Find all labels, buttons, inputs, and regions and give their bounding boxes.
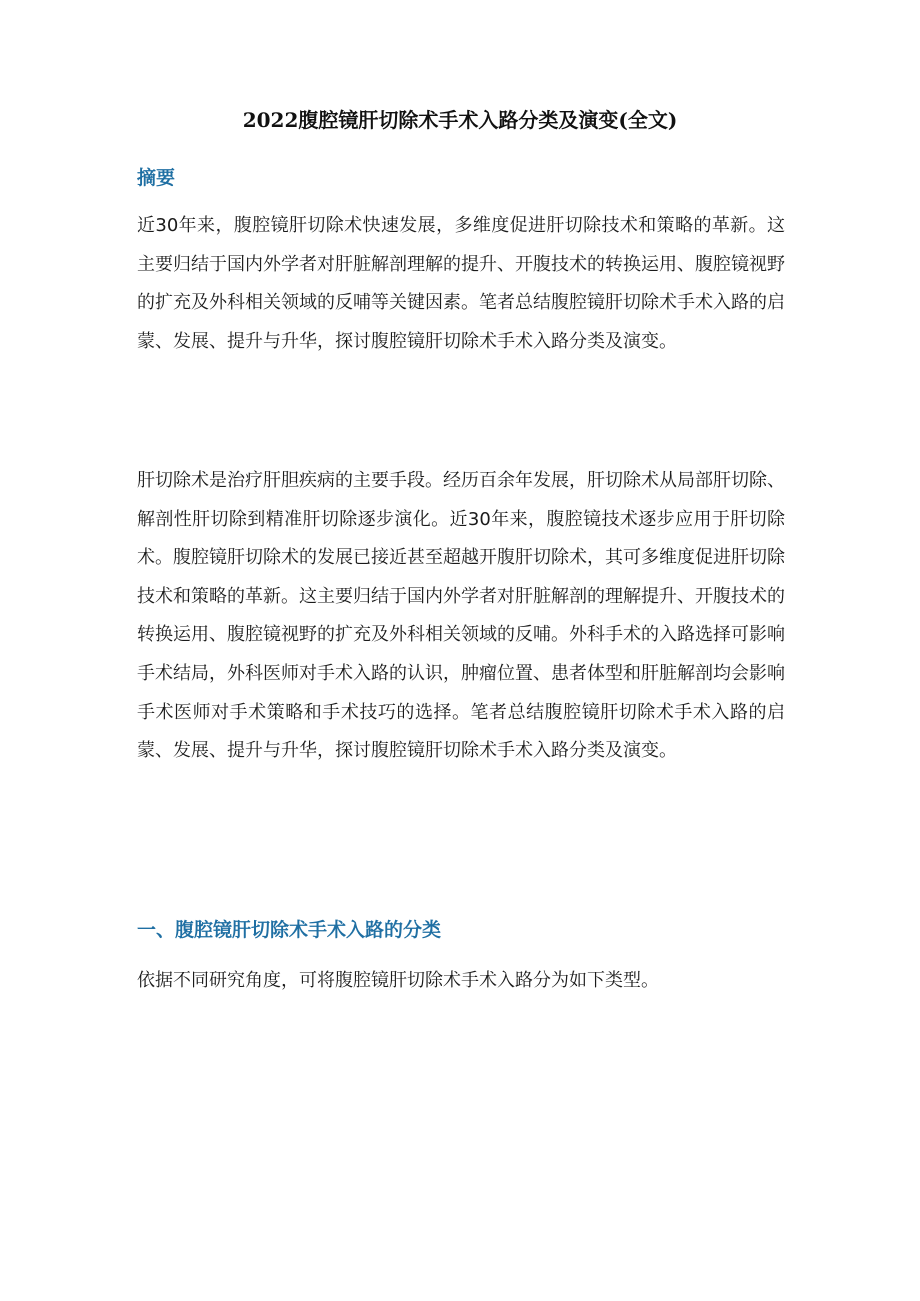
document-title: 2022腹腔镜肝切除术手术入路分类及演变(全文) xyxy=(242,108,678,132)
abstract-heading: 摘要 xyxy=(137,167,176,189)
abstract-paragraph: 近30年来，腹腔镜肝切除术快速发展，多维度促进肝切除技术和策略的革新。这主要归结于国内外学者对肝脏解剖理解的提升、开腹技术的转换运用、腹腔镜视野的扩充及外科相关领域的反哺等关键因素。笔者总结腹腔镜肝切除术手术入路的启蒙、发展、提升与升华，探讨腹腔镜肝切除术手术入路分类及演变。 xyxy=(137,215,785,352)
intro-paragraph: 肝切除术是治疗肝胆疾病的主要手段。经历百余年发展，肝切除术从局部肝切除、解剖性肝切除到精准肝切除逐步演化。近30年来，腹腔镜技术逐步应用于肝切除术。腹腔镜肝切除术的发展已接近甚至超越开腹肝切除术，其可多维度促进肝切除技术和策略的革新。这主要归结于国内外学者对肝脏解剖的理解提升、开腹技术的转换运用、腹腔镜视野的扩充及外科相关领域的反哺。外科手术的入路选择可影响手术结局，外科医师对手术入路的认识，肿瘤位置、患者体型和肝脏解剖均会影响手术医师对手术策略和手术技巧的选择。笔者总结腹腔镜肝切除术手术入路的启蒙、发展、提升与升华，探讨腹腔镜肝切除术手术入路分类及演变。 xyxy=(137,470,785,762)
section-1-paragraph: 依据不同研究角度，可将腹腔镜肝切除术手术入路分为如下类型。 xyxy=(137,970,659,991)
section-1-heading: 一、腹腔镜肝切除术手术入路的分类 xyxy=(137,919,442,941)
